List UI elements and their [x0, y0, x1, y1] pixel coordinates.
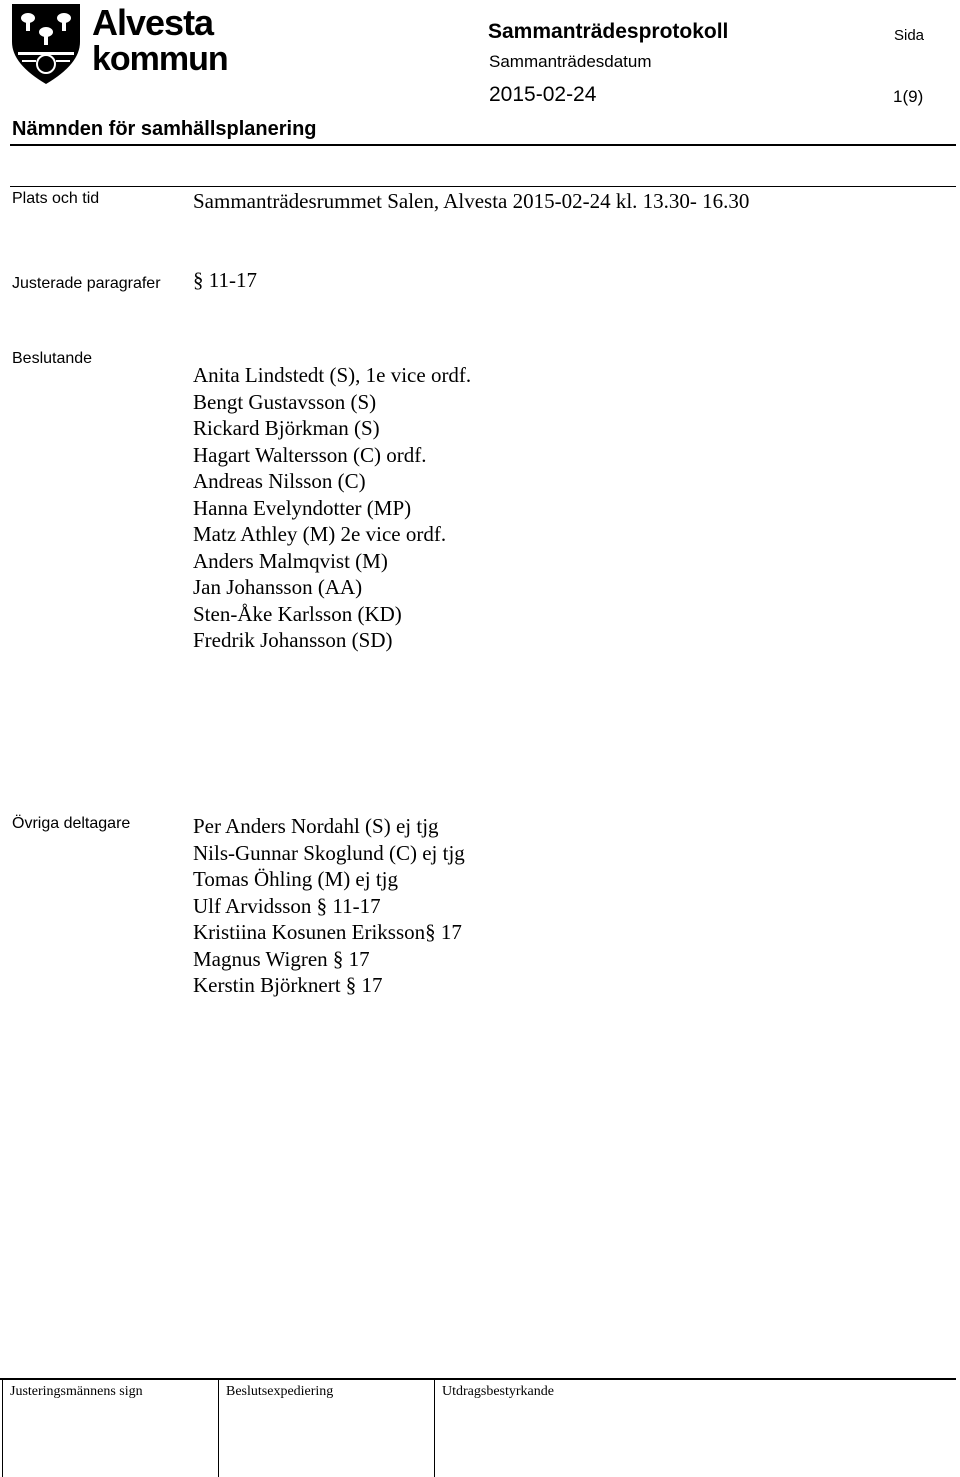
- document-type: Sammanträdesprotokoll: [488, 20, 729, 43]
- paragraphs-value: § 11-17: [193, 268, 257, 292]
- list-item: Magnus Wigren § 17: [193, 946, 370, 971]
- meta-divider: [10, 186, 956, 187]
- header-divider: [10, 144, 956, 146]
- list-item: Kerstin Björknert § 17: [193, 973, 383, 997]
- signature-label-expediering: Beslutsexpediering: [226, 1384, 334, 1399]
- list-item: Hanna Evelyndotter (MP): [193, 495, 412, 520]
- date-label: Sammanträdesdatum: [489, 52, 652, 71]
- signature-cell-expediering: [218, 1380, 435, 1477]
- list-item: Nils-Gunnar Skoglund (C) ej tjg: [193, 840, 465, 865]
- committee-name: Nämnden för samhällsplanering: [12, 118, 317, 140]
- place-time-label: Plats och tid: [12, 190, 100, 207]
- list-item: Anita Lindstedt (S), 1e vice ordf.: [193, 363, 472, 387]
- signature-cell-utdrag: [434, 1380, 955, 1477]
- page-label: Sida: [894, 27, 925, 44]
- others-label: Övriga deltagare: [12, 815, 131, 832]
- signature-cell-justering: [2, 1380, 219, 1477]
- paragraphs-label: Justerade paragrafer: [12, 275, 161, 292]
- list-item: Per Anders Nordahl (S) ej tjg: [193, 814, 439, 838]
- list-item: Kristiina Kosunen Eriksson§ 17: [193, 920, 462, 944]
- page-number: [893, 87, 923, 107]
- page-total: (9): [902, 87, 924, 106]
- list-item: Anders Malmqvist (M): [193, 548, 388, 573]
- signature-label-utdrag: Utdragsbestyrkande: [442, 1384, 554, 1399]
- deciding-label: Beslutande: [12, 350, 93, 367]
- page-current: 1: [893, 87, 903, 106]
- signature-label-justering: Justeringsmännens sign: [10, 1384, 143, 1399]
- list-item: Jan Johansson (AA): [193, 575, 363, 599]
- others-list: [193, 813, 465, 999]
- list-item: Sten-Åke Karlsson (KD): [193, 601, 402, 626]
- list-item: Matz Athley (M) 2e vice ordf.: [193, 522, 447, 546]
- municipality-logo: [10, 2, 250, 88]
- coat-of-arms-icon: [10, 2, 82, 86]
- list-item: Rickard Björkman (S): [193, 416, 380, 440]
- signature-footer: [0, 1378, 956, 1477]
- list-item: Andreas Nilsson (C): [193, 469, 366, 493]
- list-item: Hagart Waltersson (C) ordf.: [193, 442, 427, 467]
- meeting-date: 2015-02-24: [489, 83, 597, 106]
- place-time-value: Sammanträdesrummet Salen, Alvesta 2015-02-24 kl. 13.30- 16.30: [193, 189, 750, 213]
- deciding-list: [193, 362, 471, 654]
- list-item: Tomas Öhling (M) ej tjg: [193, 867, 399, 891]
- logo-text-top: Alvesta: [92, 2, 214, 43]
- list-item: Bengt Gustavsson (S): [193, 389, 377, 414]
- list-item: Ulf Arvidsson § 11-17: [193, 893, 381, 918]
- list-item: Fredrik Johansson (SD): [193, 628, 393, 652]
- logo-text-bottom: kommun: [92, 40, 228, 78]
